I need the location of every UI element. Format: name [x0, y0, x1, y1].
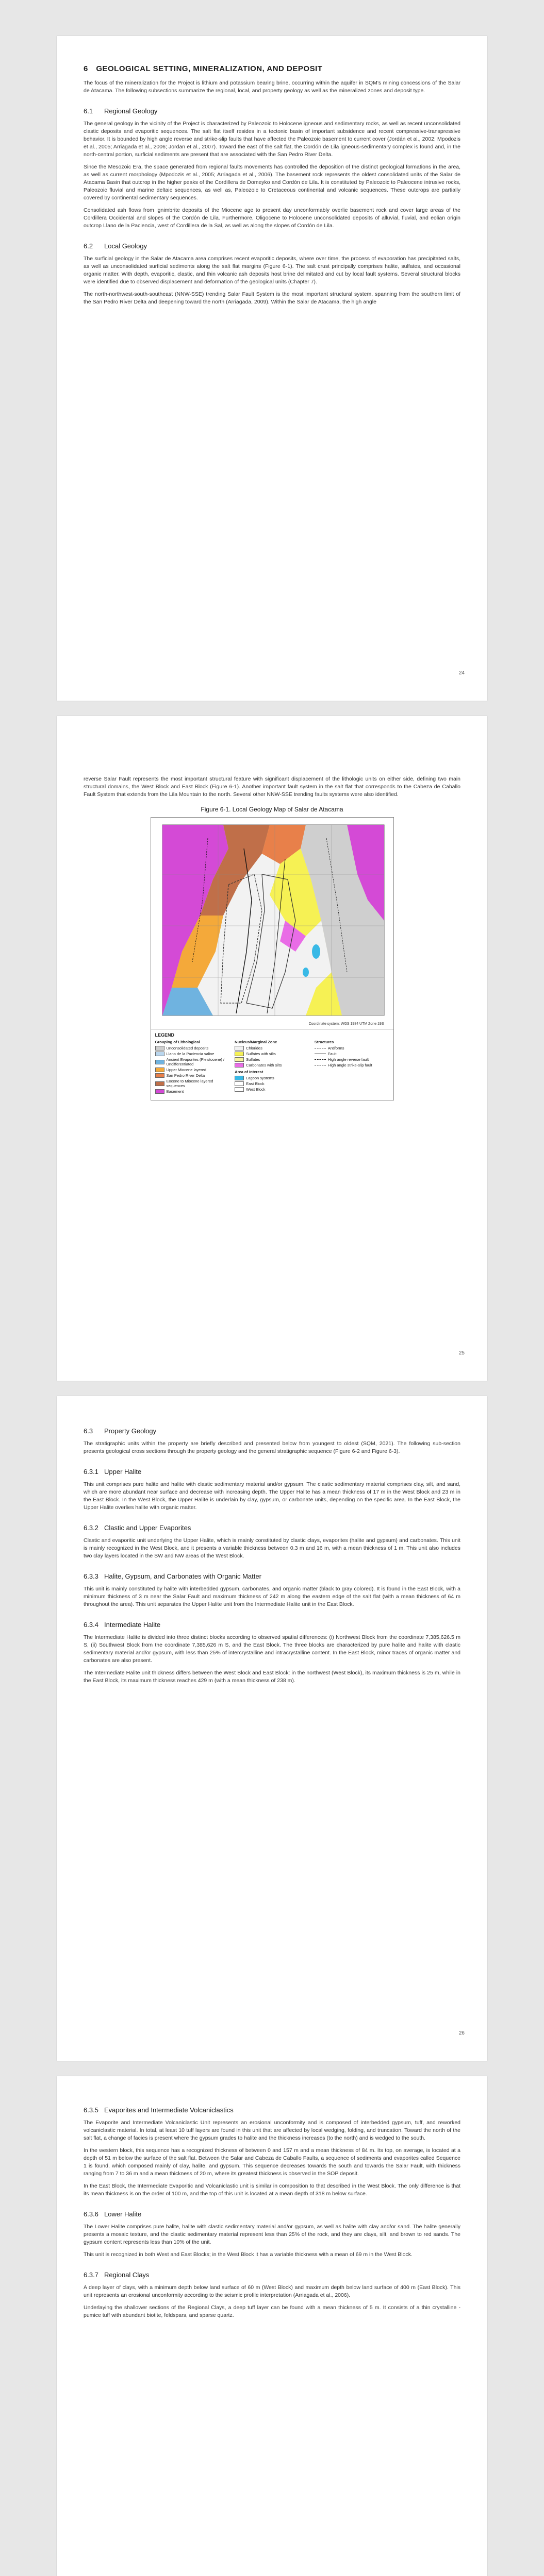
legend-label: Lagoon systems	[246, 1076, 274, 1080]
section-6-1-heading	[84, 107, 460, 115]
legend-column-structures	[315, 1040, 389, 1095]
legend-column-lithology	[155, 1040, 230, 1095]
legend-column-zones	[235, 1040, 309, 1095]
legend-item	[155, 1079, 230, 1088]
legend-item	[235, 1052, 309, 1056]
legend-label: Chlorides	[246, 1046, 262, 1050]
section-6-2-heading	[84, 242, 460, 250]
section-title: Regional Geology	[104, 107, 158, 115]
map-coordinate-note: Coordinate system: WGS 1984 UTM Zone 19S	[308, 1022, 384, 1026]
section-title: Lower Halite	[104, 2210, 142, 2218]
legend-title: LEGEND	[155, 1032, 175, 1038]
section-number: 6.1	[84, 107, 93, 115]
section-6-3-5-heading	[84, 2106, 460, 2114]
legend-swatch	[235, 1076, 244, 1080]
legend-column-title: Structures	[314, 1040, 334, 1044]
paragraph: A deep layer of clays, with a minimum depth below land surface of 60 m (West Block) and maximum depth below land surface of 400 m (East Block). This unit represents an erosional unconformity according to the seismic profile interpretation (Arriagada et al., 2006).	[84, 2284, 460, 2298]
page-number: 25	[458, 1350, 465, 1356]
section-number: 6.3.4	[84, 1621, 98, 1629]
section-title: Evaporites and Intermediate Volcaniclastics	[104, 2106, 234, 2114]
paragraph: Consolidated ash flows from ignimbrite deposits of the Miocene age to present day unconformably overlie basement rock and cover large areas of the Cordillera Occidental and slopes of the Cordón de Lila. Furthermore, Oligocene to Holocene unconsolidated deposits of alluvial, fluvial, and eolian origin outcrop Llano de la Paciencia, west of Cordillera de la Sal, as well as along the slopes of Cordón de Lila.	[84, 207, 460, 229]
section-title: Local Geology	[104, 242, 147, 250]
paragraph: This unit is recognized in both West and East Blocks; in the West Block it has a variable thickness with a mean of 69 m in the West Block.	[84, 2251, 413, 2258]
legend-label: High angle reverse fault	[327, 1057, 369, 1062]
legend-label: San Pedro River Delta	[166, 1073, 205, 1078]
legend-item	[315, 1057, 389, 1062]
legend-label: East Block	[246, 1081, 265, 1086]
section-number: 6.3.2	[84, 1524, 98, 1532]
paragraph: reverse Salar Fault represents the most important structural feature with significant displacement of the lithologic units on either side, defining two main structural domains, the West Block and East Block (Figure 6-1). Another important fault system in the salt flat that corresponds to the Cabeza de Caballo Fault System that extends from the Lila Mountain to the north. Several other NNW-SSE trending faults systems were also identified.	[84, 776, 460, 798]
section-6-3-2-heading	[84, 1524, 460, 1532]
figure-caption: Figure 6-1. Local Geology Map of Salar de Atacama	[201, 806, 343, 813]
section-6-3-7-heading	[84, 2271, 460, 2279]
paragraph: Since the Mesozoic Era, the space generated from regional faults movements has controlled the deposition of the distinct geological formations in the area, as well as current morphology (Mpodozis et al., 2005; Arriagada et al., 2006). The basement rock represents the oldest consolidated units of the Salar de Atacama Basin that outcrop in the higher peaks of the Cordillera de Domeyko and Cordón de Lila. It is constituted by Paleozoic to Paleocene intrusive rocks, Paleozoic fluvial and marine deltaic sequences, as well as, Paleozoic to Cretaceous continental and volcanic sequences. These outcrops are partially covered by continental sedimentary sequences.	[84, 164, 460, 201]
legend-swatch	[155, 1073, 164, 1078]
section-number: 6.3.6	[84, 2210, 98, 2218]
legend-item	[235, 1087, 309, 1092]
legend-item	[155, 1046, 230, 1050]
paragraph: This unit comprises pure halite and halite with clastic sedimentary material and/or gypsum. The clastic sedimentary material comprises clay, silt, and sand, which are more abundant near surface and decrease with increasing depth. The Upper Halite has a mean thickness of 17 m in the West Block and 23 m in the East Block. In the West Block, the Upper Halite is underlain by clay, gypsum, or carbonate units, depending on the specific area. In the East Block, the Upper Halite overlies halite with organic matter.	[84, 1481, 460, 1511]
legend-label: Fault	[327, 1052, 337, 1056]
section-6-title: 6 GEOLOGICAL SETTING, MINERALIZATION, AND DEPOSIT	[84, 64, 323, 73]
legend-label: Eocene to Miocene layered sequences	[166, 1079, 213, 1088]
legend-item	[155, 1057, 230, 1066]
legend-swatch	[235, 1087, 244, 1092]
legend-item	[155, 1073, 230, 1078]
paragraph: In the East Block, the Intermediate Evaporitic and Volcaniclastic unit is similar in composition to that described in the West Block. The only difference is that its mean thickness is on the order of 100 m, and the top of this unit is located at a mean depth of 318 m below surface.	[84, 2183, 460, 2197]
document-page-26	[57, 1396, 487, 2061]
section-6-3-3-heading	[84, 1572, 460, 1580]
legend-swatch	[235, 1057, 244, 1062]
legend-item	[235, 1076, 309, 1080]
legend-swatch	[235, 1063, 244, 1067]
paragraph: Clastic and evaporitic unit underlying the Upper Halite, which is mainly constituted by clastic clays, evaporites (halite and gypsum) and carbonates. This unit is mainly recognized in the West Block, and it presents a variable thickness between 0.3 m and 16 m, with a mean thickness of 1 m. This unit also includes two clay layers located in the SW and NW areas of the West Block.	[84, 1537, 460, 1559]
legend-swatch	[235, 1052, 244, 1056]
legend-item	[155, 1067, 230, 1072]
section-number: 6.2	[84, 242, 93, 250]
legend-column-title: Area of Interest	[235, 1070, 263, 1074]
legend-swatch	[155, 1081, 164, 1086]
lagoon-system	[303, 968, 309, 977]
paragraph: The Evaporite and Intermediate Volcaniclastic Unit represents an erosional unconformity and is composed of interbedded gypsum, tuff, and reworked volcaniclastic material. In total, at least 10 tuff layers are found in this unit that are affected by local wedging, folding, and truncation. Toward the north of the salt flat, a change of facies is present where the gypsum grades to halite and the thickness increases (to the north) and is wedged to the south.	[84, 2120, 460, 2141]
document-page-27	[57, 2076, 487, 2576]
legend-label: Carbonates with silts	[246, 1063, 282, 1067]
section-title: Halite, Gypsum, and Carbonates with Organic Matter	[104, 1572, 261, 1580]
section-number: 6.3	[84, 1427, 93, 1435]
legend-label: High angle strike-slip fault	[327, 1063, 372, 1067]
legend-item	[235, 1063, 309, 1067]
legend-label: Unconsolidated deposits	[166, 1046, 209, 1050]
page-number: 26	[458, 2030, 465, 2036]
section-6-3-1-heading	[84, 1468, 460, 1476]
section-6-3-6-heading	[84, 2210, 460, 2218]
legend-swatch	[155, 1052, 164, 1056]
section-6-intro: The focus of the mineralization for the Project is lithium and potassium bearing brine, occurring within the aquifer in SQM’s mining concessions of the Salar de Atacama. The following subsections summarize the regional, local, and property geology as well as the mineralized zones and deposit type.	[84, 80, 460, 94]
section-number: 6.3.3	[84, 1572, 98, 1580]
paragraph: The Lower Halite comprises pure halite, halite with clastic sedimentary material and/or gypsum, as well as halite with clay and/or sand. The halite generally presents a mosaic texture, and the clastic sedimentary material represent less than 25% of the rock, and they are clays, silt, and brown to red sands. The gypsum content represents less than 10% of the unit.	[84, 2224, 460, 2245]
map-legend	[151, 1029, 393, 1100]
section-title: Clastic and Upper Evaporites	[104, 1524, 191, 1532]
paragraph: The north-northwest-south-southeast (NNW-SSE) trending Salar Fault System is the most important structural system, spanning from the southern limit of the San Pedro River Delta and deepening toward the north (Arriagada, 2009). Within the Salar de Atacama, the high angle	[84, 291, 460, 305]
legend-label: Llano de la Paciencia saline	[166, 1052, 215, 1056]
legend-label: Sulfates	[246, 1057, 260, 1062]
structure-line-symbol	[315, 1059, 326, 1060]
legend-swatch	[155, 1060, 164, 1064]
legend-label: Basement	[166, 1089, 184, 1094]
section-6-3-4-heading	[84, 1621, 460, 1629]
section-title: Regional Clays	[104, 2271, 150, 2279]
legend-label: Antiforms	[327, 1046, 344, 1050]
paragraph: This unit is mainly constituted by halite with interbedded gypsum, carbonates, and organic matter (black to gray colored). It is found in the East Block, with a minimum thickness of 3 m near the Salar Fault and maximum thickness of 242 m along the eastern edge of the salt flat (with a mean thickness of 64 m throughout the area). This unit separates the Upper Halite unit from the Intermediate Halite unit in the East Block.	[84, 1586, 460, 1607]
geology-map	[151, 818, 393, 1029]
legend-item	[235, 1046, 309, 1050]
legend-label: Sulfates with silts	[246, 1052, 276, 1056]
document-page-24	[57, 36, 487, 701]
paragraph: The Intermediate Halite unit thickness differs between the West Block and East Block: in the northwest (West Block), its maximum thickness is 25 m, while in the East Block, its maximum thickness reaches 429 m (with a mean thickness of 238 m).	[84, 1670, 460, 1684]
legend-swatch	[235, 1081, 244, 1086]
section-number: 6.3.7	[84, 2271, 98, 2279]
paragraph: The general geology in the vicinity of the Project is characterized by Paleozoic to Holocene igneous and sedimentary rocks, as well as recent unconsolidated clastic deposits and evaporitic sequences. The salt flat itself resides in a tectonic basin of important subsidence and recent compressive-transpressive behavior. It is bounded by high angle reverse and strike-slip faults that have affected the Paleozoic basement to current cover (Jordán et al., 2002; Mpodozis et al., 2005; Arriagada et al., 2006; Jordan et al., 2007). Toward the east of the salt flat, the Cordón de Lila igneous-sedimentary complex is found and, in the north-central portion, surficial sediments are present that are associated with the San Pedro River Delta.	[84, 121, 460, 158]
legend-swatch	[155, 1067, 164, 1072]
legend-item	[155, 1089, 230, 1094]
legend-label: Ancient Evaporites (Pleistocene) / Undifferentiated	[166, 1057, 225, 1066]
document-page-25	[57, 716, 487, 1381]
legend-item	[315, 1063, 389, 1067]
paragraph: The surficial geology in the Salar de Atacama area comprises recent evaporitic deposits, where over time, the process of evaporation has precipitated salts, as well as unconsolidated surficial sediments along the salt flat margins (Figure 6-1). The salt crust principally comprises halite, sulfates, and occasional organic matter. With depth, evaporitic, clastic, and thin volcanic ash deposits host brine delimitated and cut by local fault systems. Several structural blocks were identified due to observed displacement and deformation of the geological units (Chapter 7).	[84, 256, 460, 285]
section-number: 6.3.1	[84, 1468, 98, 1476]
section-title: Property Geology	[104, 1427, 157, 1435]
section-number: 6.3.5	[84, 2106, 98, 2114]
legend-item	[155, 1052, 230, 1056]
legend-item	[235, 1057, 309, 1062]
legend-column-title: Grouping of Lithological	[155, 1040, 200, 1044]
paragraph: The Intermediate Halite is divided into three distinct blocks according to observed spatial differences: (i) Northwest Block from the coordinate 7,385,626.5 m S, (ii) Southwest Block from the coordinate 7,385,626 m S, and the East Block. The three blocks are characterized by pure halite and halite with clastic sedimentary material and/or gypsum, with less than 25% of intercrystalline and intracrystalline content. In the East Block, minor traces of organic matter and carbonates are also present.	[84, 1634, 460, 1664]
legend-item	[315, 1046, 389, 1050]
section-title: Upper Halite	[104, 1468, 142, 1476]
legend-swatch	[155, 1046, 164, 1050]
legend-swatch	[235, 1046, 244, 1050]
geology-map-graphic	[151, 818, 393, 1029]
legend-label: Upper Miocene layered	[166, 1067, 207, 1072]
legend-item	[315, 1052, 389, 1056]
section-title: Intermediate Halite	[104, 1621, 161, 1629]
legend-column-title: Nucleus/Marginal Zone	[235, 1040, 277, 1044]
legend-item	[235, 1081, 309, 1086]
section-6-3-heading	[84, 1427, 460, 1435]
geology-map-figure	[151, 817, 394, 1100]
paragraph: The stratigraphic units within the property are briefly described and presented below from youngest to oldest (SQM, 2021). The following sub-section presents geological cross sections through the property geology and the general stratigraphic sequence (Figure 6-2 and Figure 6-3).	[84, 1440, 460, 1454]
legend-label: West Block	[246, 1087, 266, 1092]
lagoon-system	[312, 944, 320, 959]
legend-swatch	[155, 1089, 164, 1094]
page-number: 24	[458, 670, 465, 676]
paragraph: Underlaying the shallower sections of the Regional Clays, a deep tuff layer can be found with a mean thickness of 5 m. It consists of a thin crystalline - pumice tuff with abundant biotite, feldspars, and sparse quartz.	[84, 2304, 460, 2318]
paragraph: In the western block, this sequence has a recognized thickness of between 0 and 157 m and a mean thickness of 84 m. Its top, on average, is located at a depth of 51 m below the surface of the salt flat. Between the Salar and Cabeza de Caballo Faults, a sequence of sediments and evaporites called Sequence 1 is found, which composed mainly of clay, halite, and gypsum. This sequence decreases towards the south and towards the Salar Fault, with thickness ranging from 7 to 36 m and a mean thickness of 20 m, where its greatest thickness is observed in the SOP deposit.	[84, 2147, 460, 2177]
